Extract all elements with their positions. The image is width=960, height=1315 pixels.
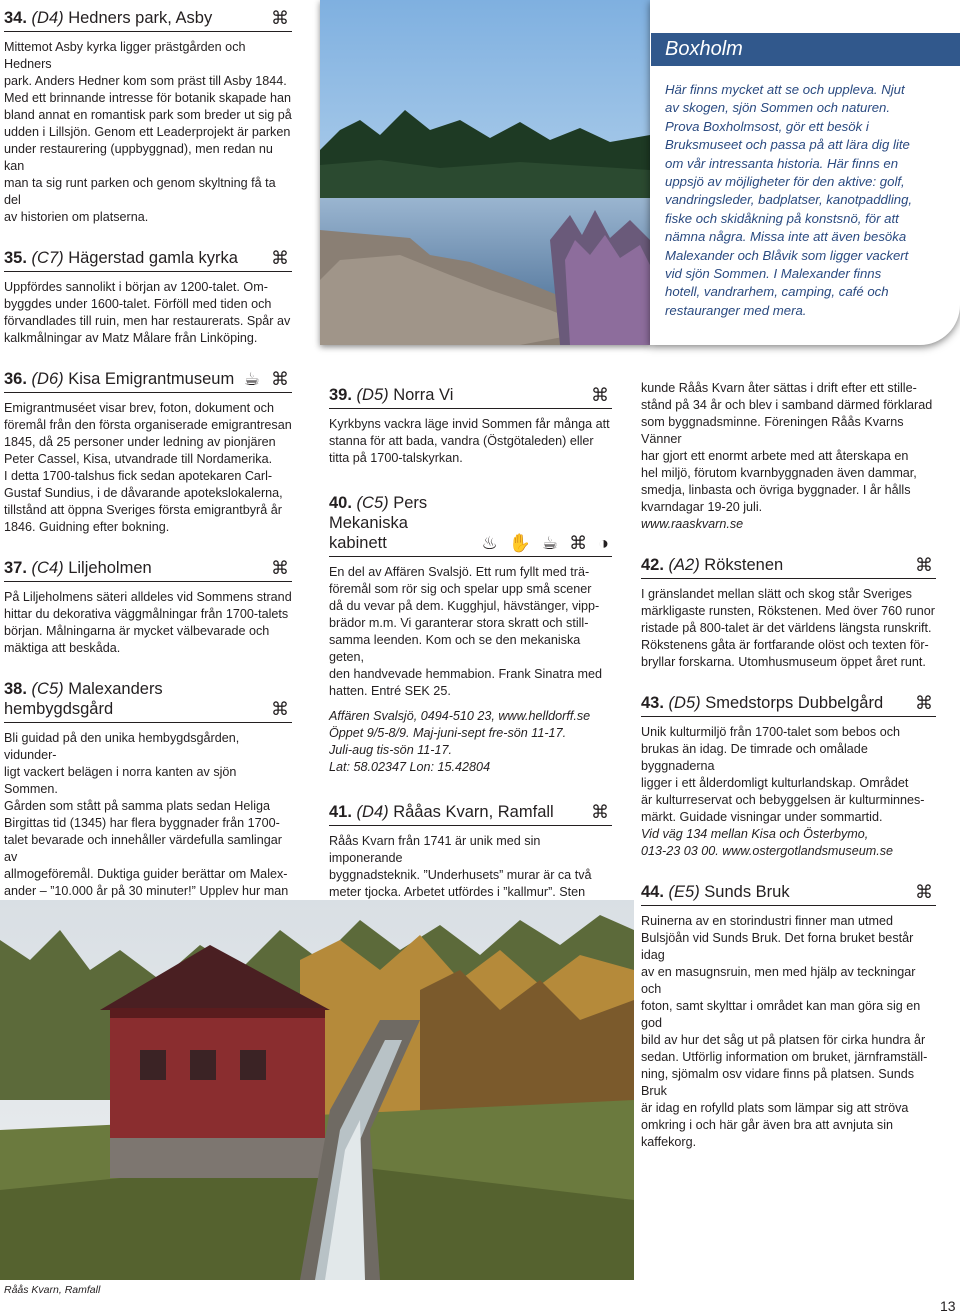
- text-line: är kulturreservat och bebyggelsen är kulturminnes-: [641, 793, 925, 807]
- map-code: (C5): [356, 494, 389, 512]
- website-link[interactable]: www.raaskvarn.se: [641, 517, 744, 531]
- section-title: Norra Vi: [393, 386, 454, 404]
- section-41-heading: [329, 802, 612, 826]
- text-line: I gränslandet mellan slätt och skog står Sveriges: [641, 587, 912, 601]
- text-line: Peter Cassel, Kisa, utvandrade till Nordamerika.: [4, 452, 273, 466]
- section-number: 42.: [641, 556, 664, 574]
- map-code: (C4): [31, 559, 64, 577]
- text-line: bryllar forskarna. Utomhusmuseum öppet året runt.: [641, 655, 926, 669]
- section-36-heading: [4, 369, 292, 393]
- section-number: 34.: [4, 9, 27, 27]
- map-code: (D5): [668, 694, 701, 712]
- text-line: udden i Lillsjön. Genom ett Leaderprojekt är parken: [4, 125, 291, 139]
- section-34: [4, 8, 292, 226]
- section-42-heading: [641, 555, 936, 579]
- column-middle: [329, 385, 612, 935]
- section-number: 44.: [641, 883, 664, 901]
- map-code: (D6): [31, 370, 64, 388]
- sight-icon: ⌘: [271, 248, 292, 268]
- text-line: restauranger med mera.: [665, 302, 807, 318]
- text-line: kaffekorg.: [641, 1135, 697, 1149]
- section-43-heading: [641, 693, 936, 717]
- section-40-heading: [329, 493, 612, 557]
- section-35: [4, 248, 292, 347]
- section-39: [329, 385, 612, 467]
- text-line: under restaurering (uppbyggnad), men redan nu kan: [4, 142, 273, 173]
- map-code: (D5): [356, 386, 389, 404]
- text-line: kalkmålningar av Matz Målare från Linköping.: [4, 331, 258, 345]
- section-34-body: [4, 39, 292, 226]
- text-line: kunde Råås Kvarn åter sättas i drift efter ett stille-: [641, 381, 917, 395]
- text-line: talet bevarade och innehåller värdefulla samlingar av: [4, 833, 282, 864]
- text-line: har gjort ett enormt arbete med att återskapa en: [641, 449, 909, 463]
- map-code: (D4): [31, 9, 64, 27]
- text-line: Bruksmuseet och passa på att lära dig lite: [665, 137, 910, 153]
- text-line: foton, samt skylttar i området kan man göra sig en god: [641, 999, 921, 1030]
- map-code: (D4): [356, 803, 389, 821]
- contact-line[interactable]: 013-23 03 00. www.ostergotlandsmuseum.se: [641, 844, 894, 858]
- text-line: hatten. Entré SEK 25.: [329, 684, 451, 698]
- lake-photo-image: [320, 0, 650, 345]
- text-line: stanna för att bada, vandra (Östgötaleden) eller: [329, 434, 594, 448]
- text-line: föremål som rör sig och spelar upp små scener: [329, 582, 592, 596]
- section-34-heading: [4, 8, 292, 32]
- column-right: [641, 380, 936, 1151]
- text-line: På Liljeholmens säteri alldeles vid Sommens strand: [4, 590, 292, 604]
- text-line: Här finns mycket att se och uppleva. Njut: [665, 82, 905, 97]
- text-line: Birgittas tid (1345) har flera byggnader från 1700-: [4, 816, 280, 830]
- sight-icon: ⌘: [271, 8, 292, 28]
- text-line: 1846. Guidning efter bokning.: [4, 520, 170, 534]
- text-line: 1845, då 25 personer under ledning av pionjären: [4, 435, 276, 449]
- text-line: Unik kulturmiljö från 1700-talet som bebos och: [641, 725, 900, 739]
- section-43: [641, 693, 936, 860]
- text-line: Råås Kvarn från 1741 är unik med sin imponerande: [329, 834, 541, 865]
- text-line: mäktiga att beskåda.: [4, 641, 121, 655]
- text-line: hel miljö, förutom kvarnbyggnaden även dammar,: [641, 466, 917, 480]
- text-line: av en masugnsruin, men med hjälp av teckningar och: [641, 965, 916, 996]
- section-36: [4, 369, 292, 536]
- text-line: byggdes under 1600-talet. Förföll med tiden och: [4, 297, 272, 311]
- section-37: [4, 558, 292, 657]
- text-line: vid sjön Sommen. I Malexander finns: [665, 266, 882, 282]
- text-line: Gustaf Sundius, i de dåvarande apotekslokalerna,: [4, 486, 283, 500]
- text-line: vandringsleder, badplatser, kanotpaddling,: [665, 192, 913, 208]
- sight-icon: ⌘: [915, 882, 936, 902]
- text-line: märkt. Guidade visningar under sommartid.: [641, 810, 883, 824]
- sight-icon: ⌘: [591, 385, 612, 405]
- text-line: Kyrkbyns vackra läge invid Sommen får många att: [329, 417, 610, 431]
- section-40: [329, 493, 612, 776]
- contact-line[interactable]: Affären Svalsjö, 0494-510 23, www.helldorff.se: [329, 709, 591, 723]
- section-number: 37.: [4, 559, 27, 577]
- text-line: ander – ”10.000 år på 30 minuter!” Upplev hur man: [4, 884, 289, 898]
- text-line: Ruinerna av en storindustri finner man utmed: [641, 914, 894, 928]
- sight-icon: ⌘: [271, 699, 292, 719]
- text-line: Bli guidad på den unika hembygdsgården, vidunder-: [4, 731, 240, 762]
- section-42: [641, 555, 936, 671]
- section-44-body: [641, 913, 936, 1151]
- section-43-body: [641, 724, 936, 860]
- text-line: bild av hur det såg ut på platsen för cirka hundra år: [641, 1033, 926, 1047]
- text-line: nämna några. Missa inte att även besöka: [665, 229, 907, 245]
- section-42-body: [641, 586, 936, 671]
- section-title: Hägerstad gamla kyrka: [68, 249, 238, 267]
- boxholm-text: [665, 81, 950, 320]
- cafe-and-sight-icons: ☕ ⌘: [243, 369, 292, 389]
- section-number: 35.: [4, 249, 27, 267]
- text-line: Malexander och Blåvik som ligger vackert: [665, 247, 909, 263]
- text-line: I detta 1700-talshus fick sedan apotekaren Carl-: [4, 469, 273, 483]
- section-37-heading: [4, 558, 292, 582]
- text-line: brädor m.m. Vi garanterar stora skratt och still-: [329, 616, 589, 630]
- column-left: [4, 8, 292, 1002]
- section-title: Pers Mekaniska: [329, 494, 428, 532]
- section-title: Kisa Emigrantmuseum: [68, 370, 235, 388]
- section-title: Hedners park, Asby: [68, 9, 213, 27]
- text-line: föremål från den första organiserade emigrantresan: [4, 418, 292, 432]
- text-line: Uppfördes sannolikt i början av 1200-talet. Om-: [4, 280, 268, 294]
- section-number: 41.: [329, 803, 352, 821]
- text-line: ligt vackert belägen i norra kanten av sjön Sommen.: [4, 765, 237, 796]
- section-number: 39.: [329, 386, 352, 404]
- text-line: meter tjocka. Arbetet utfördes i ”kallmur”. Sten: [329, 885, 586, 899]
- opening-hours: Juli-aug tis-sön 11-17.: [329, 743, 452, 757]
- map-code: (C7): [31, 249, 64, 267]
- section-number: 38.: [4, 680, 27, 698]
- text-line: hotell, vandrarhem, camping, café och: [665, 284, 889, 300]
- facility-icons: ♨ ✋ ☕ ⌘ ◑: [481, 533, 612, 553]
- text-line: park. Anders Hedner kom som präst till Asby 1844.: [4, 74, 287, 88]
- page-number: 13: [940, 1298, 956, 1314]
- text-line: hittar du dekorativa väggmålningar från 1700-talets: [4, 607, 289, 621]
- text-line: om vår intressanta historia. Här finns en: [665, 155, 899, 171]
- section-title: Rökstenen: [704, 556, 784, 574]
- text-line: omkring i och här går även bra att avnjuta sin: [641, 1118, 894, 1132]
- text-line: ristade på 800-talet är det världens längsta runskrift.: [641, 621, 932, 635]
- text-line: Emigrantmuséet visar brev, foton, dokument och: [4, 401, 274, 415]
- section-39-body: [329, 416, 612, 467]
- text-line: ligger i ett ålderdomligt kulturlandskap. Området: [641, 776, 909, 790]
- text-line: kvarndagar 19-20 juli.: [641, 500, 763, 514]
- text-line: som byggnadsminne. Föreningen Råås Kvarns Vänner: [641, 415, 904, 446]
- section-39-heading: [329, 385, 612, 409]
- text-line: Gården som stått på samma plats sedan Heliga: [4, 799, 270, 813]
- text-line: allmogeföremål. Duktiga guider berättar om Malex-: [4, 867, 288, 881]
- section-41-continued: [641, 380, 936, 533]
- map-code: (E5): [668, 883, 700, 901]
- text-line: är idag en rofylld plats som lämpar sig att ströva: [641, 1101, 909, 1115]
- text-line: början. Målningarna är mycket välbevarade och: [4, 624, 270, 638]
- text-line: man ta sig runt parken och genom skyltning få ta del: [4, 176, 276, 207]
- text-line: av historien om platserna.: [4, 210, 149, 224]
- section-number: 36.: [4, 370, 27, 388]
- section-35-body: [4, 279, 292, 347]
- section-36-body: [4, 400, 292, 536]
- section-35-heading: [4, 248, 292, 272]
- text-line: ning, sjömalm osv vidare finns på platsen. Sunds Bruk: [641, 1067, 915, 1098]
- section-44-heading: [641, 882, 936, 906]
- text-line: Med ett brinnande intresse för botanik skapade han: [4, 91, 292, 105]
- photo-caption: Råås Kvarn, Ramfall: [4, 1284, 101, 1296]
- section-title: Liljeholmen: [68, 559, 152, 577]
- opening-hours: Öppet 9/5-8/9. Maj-juni-sept fre-sön 11-17.: [329, 726, 567, 740]
- text-line: stånd på 34 år och blev i samband därmed förklarad: [641, 398, 933, 412]
- section-title-line2: kabinett: [329, 534, 387, 552]
- text-line: brukas än idag. De timrade och omålade byggnaderna: [641, 742, 868, 773]
- contact-line: Vid väg 134 mellan Kisa och Österbymo,: [641, 827, 869, 841]
- text-line: bland annat en romantisk park som breder ut sig på: [4, 108, 292, 122]
- section-38-heading: [4, 679, 292, 723]
- section-title: Smedstorps Dubbelgård: [705, 694, 884, 712]
- map-code: (C5): [31, 680, 64, 698]
- coordinates: Lat: 58.02347 Lon: 15.42804: [329, 760, 491, 774]
- text-line: smedja, linbasta och övriga byggnader. I år hålls: [641, 483, 911, 497]
- mill-photo-image: [0, 900, 634, 1280]
- text-line: samma leenden. Kom och se den mekaniska geten,: [329, 633, 581, 664]
- section-37-body: [4, 589, 292, 657]
- text-line: tillstånd att öppna Sveriges första emigrantbyrå år: [4, 503, 282, 517]
- section-number: 43.: [641, 694, 664, 712]
- text-line: byggnadsteknik. ”Underhusets” murar är ca två: [329, 868, 592, 882]
- sight-icon: ⌘: [915, 555, 936, 575]
- text-line: Prova Boxholmsost, gör ett besök i: [665, 118, 869, 134]
- text-line: En del av Affären Svalsjö. Ett rum fyllt med trä-: [329, 565, 590, 579]
- lake-photo: [320, 0, 650, 345]
- text-line: förvandlades till ruin, men har restaurerats. Spår av: [4, 314, 291, 328]
- text-line: fiske och skidåkning på konstsnö, för att: [665, 210, 899, 226]
- section-number: 40.: [329, 494, 352, 512]
- text-line: den handvevade hemmabion. Frank Sinatra med: [329, 667, 603, 681]
- section-title: Sunds Bruk: [704, 883, 790, 901]
- text-line: Rökstenens gåta är fortfarande olöst och texten för-: [641, 638, 929, 652]
- mill-photo: [0, 900, 634, 1280]
- section-title: Malexanders hembygdsgård: [4, 680, 163, 718]
- boxholm-title: Boxholm: [651, 33, 960, 66]
- section-44: [641, 882, 936, 1151]
- map-code: (A2): [668, 556, 700, 574]
- text-line: Bulsjöån vid Sunds Bruk. Det forna bruket består idag: [641, 931, 914, 962]
- text-line: märkligaste runsten, Rökstenen. Med över 760 runor: [641, 604, 936, 618]
- text-line: Mittemot Asby kyrka ligger prästgården och Hedners: [4, 40, 246, 71]
- text-line: uppsjö av möjligheter för den aktive: golf,: [665, 174, 905, 190]
- sight-icon: ⌘: [591, 802, 612, 822]
- text-line: av skogen, sjön Sommen och naturen.: [665, 100, 891, 116]
- text-line: sedan. Utförlig information om bruket, järnframställ-: [641, 1050, 928, 1064]
- text-line: då du vevar på dem. Kugghjul, hävstänger, vipp-: [329, 599, 600, 613]
- section-title: Rååas Kvarn, Ramfall: [393, 803, 554, 821]
- section-40-body: [329, 564, 612, 776]
- sight-icon: ⌘: [271, 558, 292, 578]
- sight-icon: ⌘: [915, 693, 936, 713]
- text-line: titta på 1700-talskyrkan.: [329, 451, 463, 465]
